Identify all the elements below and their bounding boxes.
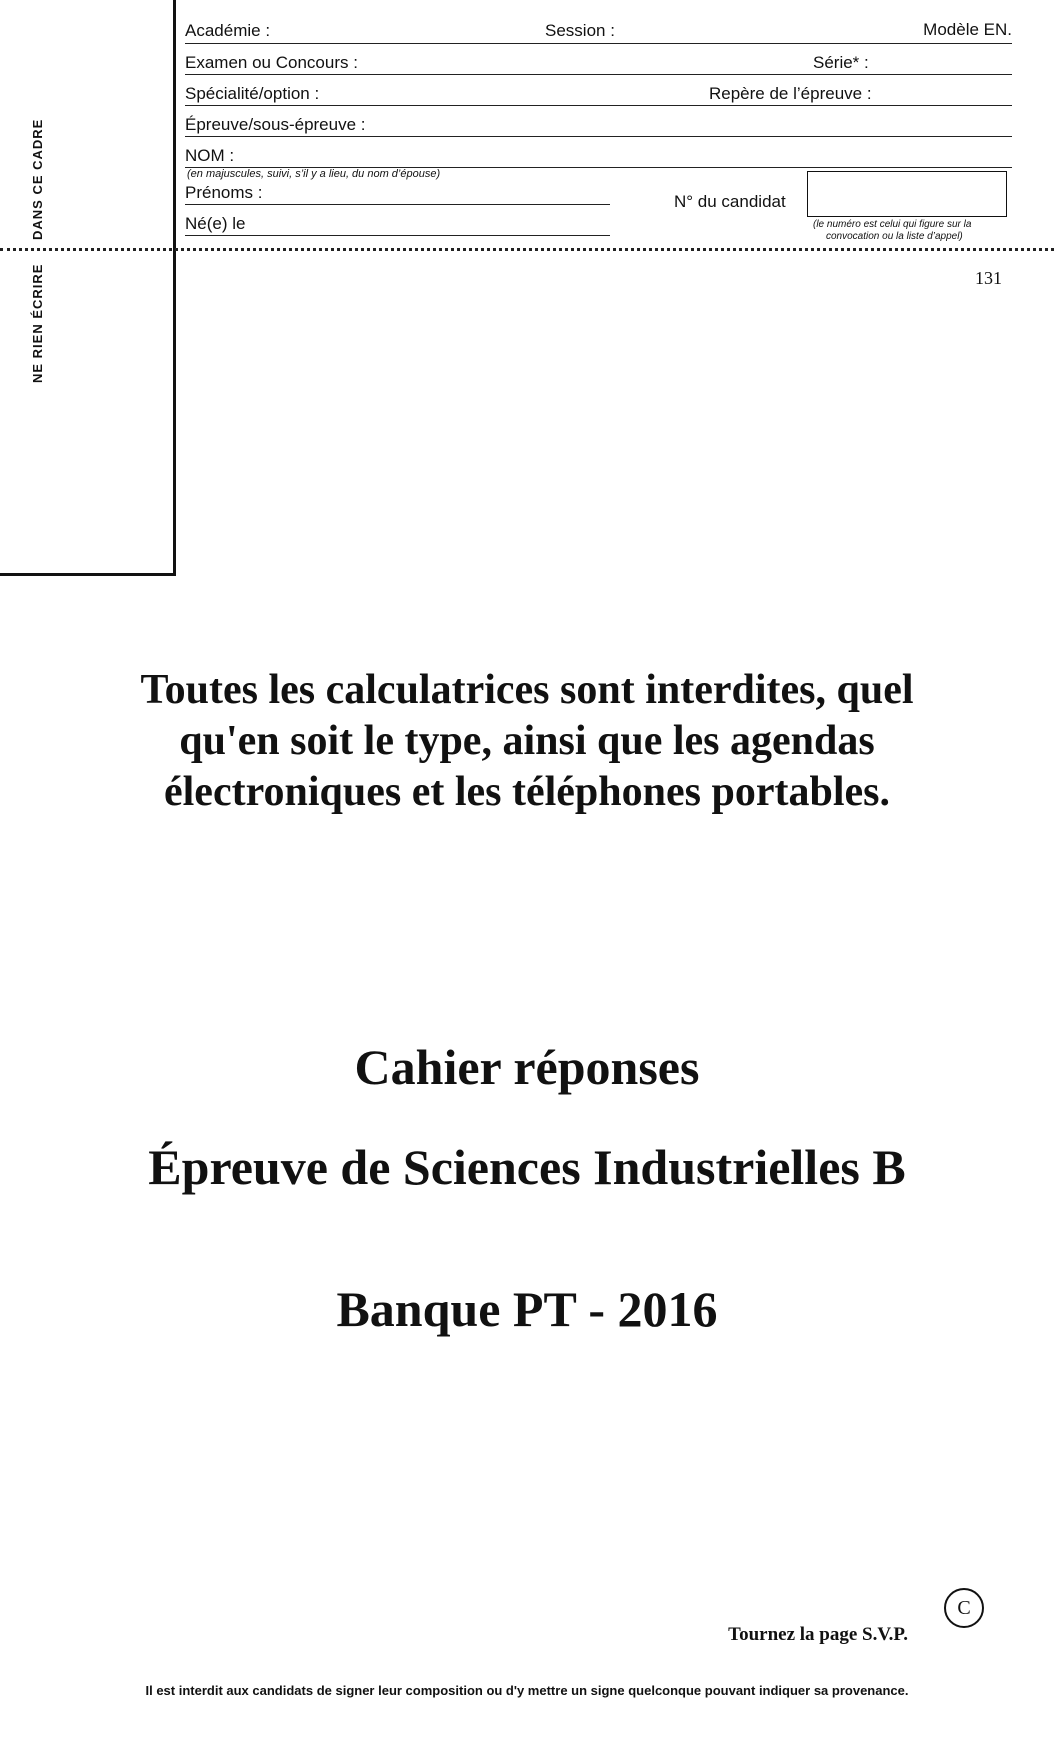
dotted-separator bbox=[0, 248, 1054, 251]
candidat-note-line-2: convocation ou la liste d’appel) bbox=[826, 231, 963, 242]
calculator-notice bbox=[60, 665, 994, 818]
nee-le-line[interactable] bbox=[185, 235, 610, 236]
candidat-number-box[interactable] bbox=[807, 171, 1007, 217]
side-label-bottom: NE RIEN ÉCRIRE bbox=[30, 263, 45, 383]
serie-label: Série* : bbox=[813, 53, 869, 72]
prenoms-line[interactable] bbox=[185, 204, 610, 205]
notice-line-1: Toutes les calculatrices sont interdites, quel bbox=[140, 667, 914, 713]
copyright-circle-icon: C bbox=[944, 1588, 984, 1628]
page-number: 131 bbox=[975, 268, 1002, 288]
modele-label: Modèle EN. bbox=[923, 20, 1012, 39]
nom-label: NOM : bbox=[185, 146, 235, 165]
academie-label: Académie : bbox=[185, 21, 271, 40]
session-label: Session : bbox=[545, 21, 615, 40]
notice-line-2: qu'en soit le type, ainsi que les agendas bbox=[179, 718, 875, 764]
side-label-top: DANS CE CADRE bbox=[30, 118, 45, 240]
nee-le-label: Né(e) le bbox=[185, 214, 246, 233]
turn-page-note: Tournez la page S.V.P. bbox=[728, 1624, 908, 1645]
examen-line[interactable] bbox=[185, 74, 1012, 75]
prenoms-label: Prénoms : bbox=[185, 183, 263, 202]
banque-title: Banque PT - 2016 bbox=[336, 1281, 718, 1337]
cahier-title: Cahier réponses bbox=[354, 1039, 700, 1095]
notice-line-3: électroniques et les téléphones portables. bbox=[164, 769, 890, 815]
epreuve-line[interactable] bbox=[185, 136, 1012, 137]
epreuve-title: Épreuve de Sciences Industrielles B bbox=[148, 1139, 906, 1195]
candidat-number-label: N° du candidat bbox=[674, 192, 786, 211]
examen-label: Examen ou Concours : bbox=[185, 53, 358, 72]
repere-label: Repère de l’épreuve : bbox=[709, 84, 872, 103]
specialite-label: Spécialité/option : bbox=[185, 84, 320, 103]
nom-note: (en majuscules, suivi, s’il y a lieu, du nom d’épouse) bbox=[187, 168, 441, 180]
footer-warning: Il est interdit aux candidats de signer leur composition ou d'y mettre un signe quelconque pouvant indiquer sa provenance. bbox=[145, 1683, 909, 1698]
academie-line[interactable] bbox=[185, 43, 1012, 44]
candidat-note-line-1: (le numéro est celui qui figure sur la bbox=[813, 219, 972, 230]
epreuve-label: Épreuve/sous-épreuve : bbox=[185, 115, 366, 134]
specialite-line[interactable] bbox=[185, 105, 1012, 106]
header-frame-bottom-border bbox=[0, 573, 176, 576]
header-frame-left-border bbox=[173, 0, 176, 576]
